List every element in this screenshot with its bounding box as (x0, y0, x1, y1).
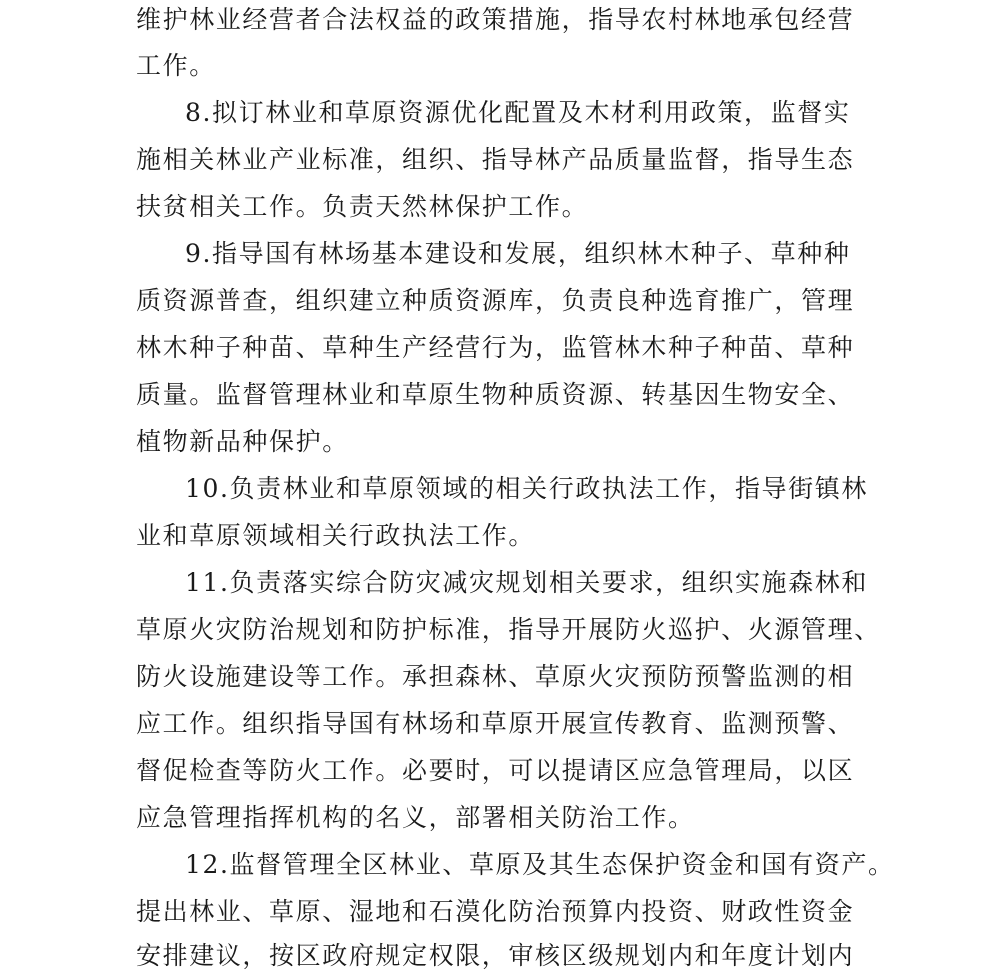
paragraph-8-start: 8.拟订林业和草原资源优化配置及木材利用政策，监督实 (185, 98, 851, 127)
paragraph-11-start: 11.负责落实综合防灾减灾规划相关要求，组织实施森林和 (185, 568, 868, 597)
text-line: 安排建议，按区政府规定权限，审核区级规划内和年度计划内 (136, 941, 855, 970)
text-line: 质资源普查，组织建立种质资源库，负责良种选育推广，管理 (136, 286, 855, 315)
text-line: 质量。监督管理林业和草原生物种质资源、转基因生物安全、 (136, 380, 855, 409)
paragraph-10-start: 10.负责林业和草原领域的相关行政执法工作，指导街镇林 (185, 474, 868, 503)
text-line: 施相关林业产业标准，组织、指导林产品质量监督，指导生态 (136, 145, 855, 174)
text-line: 扶贫相关工作。负责天然林保护工作。 (136, 192, 589, 221)
text-line: 应工作。组织指导国有林场和草原开展宣传教育、监测预警、 (136, 709, 855, 738)
text-line: 植物新品种保护。 (136, 427, 349, 456)
text-line: 督促检查等防火工作。必要时，可以提请区应急管理局，以区 (136, 756, 855, 785)
text-line: 提出林业、草原、湿地和石漠化防治预算内投资、财政性资金 (136, 897, 855, 926)
paragraph-12-start: 12.监督管理全区林业、草原及其生态保护资金和国有资产。 (185, 850, 895, 879)
text-line: 工作。 (136, 51, 216, 80)
text-line: 草原火灾防治规划和防护标准，指导开展防火巡护、火源管理、 (136, 615, 881, 644)
paragraph-9-start: 9.指导国有林场基本建设和发展，组织林木种子、草种种 (185, 239, 851, 268)
text-line: 业和草原领域相关行政执法工作。 (136, 521, 536, 550)
text-line: 防火设施建设等工作。承担森林、草原火灾预防预警监测的相 (136, 662, 855, 691)
text-line: 应急管理指挥机构的名义，部署相关防治工作。 (136, 803, 695, 832)
text-line: 维护林业经营者合法权益的政策措施，指导农村林地承包经营 (136, 5, 855, 34)
text-line: 林木种子种苗、草种生产经营行为，监管林木种子种苗、草种 (136, 333, 855, 362)
